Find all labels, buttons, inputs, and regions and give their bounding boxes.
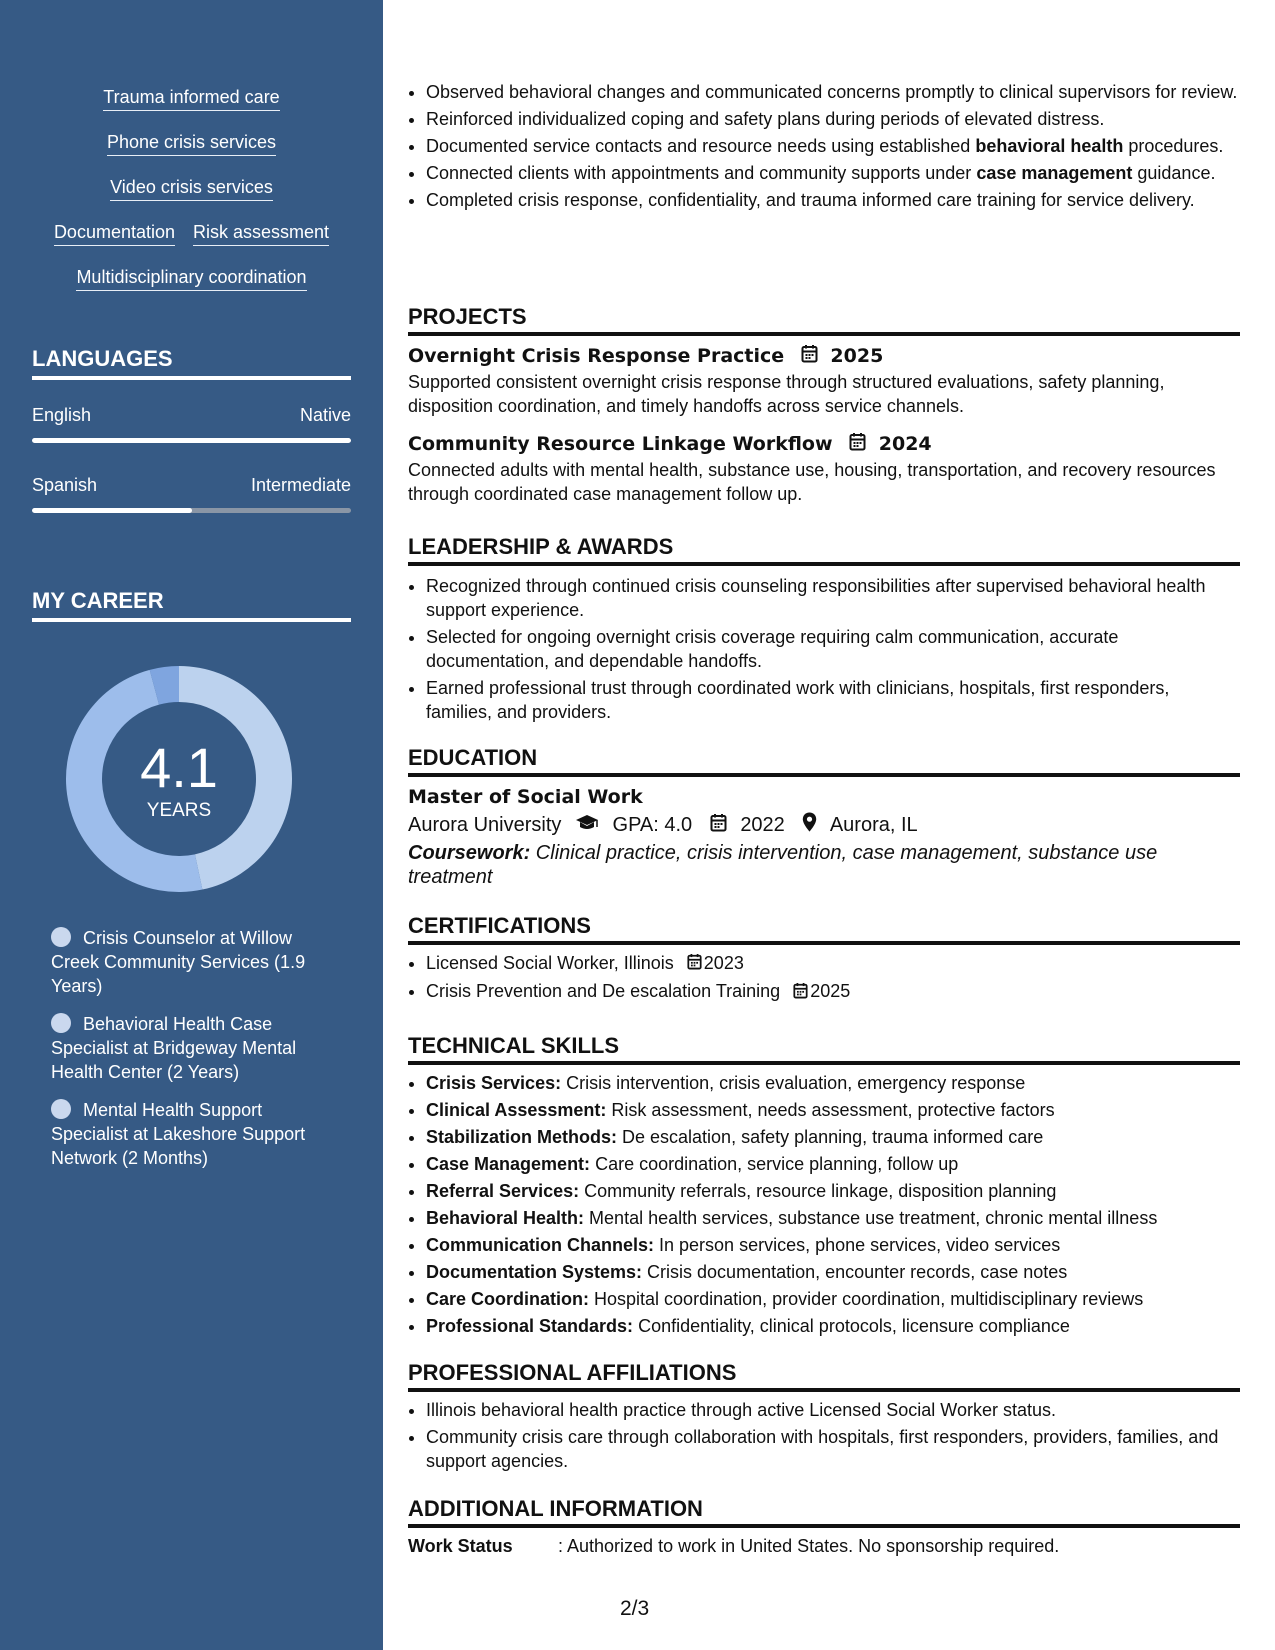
skills-list	[32, 86, 351, 311]
language-english	[32, 403, 351, 443]
project-year: 2024	[878, 433, 932, 455]
calendar-icon	[849, 431, 866, 459]
career-item	[51, 926, 341, 998]
career-item	[51, 1012, 341, 1084]
section-heading: CERTIFICATIONS	[408, 911, 1240, 945]
list-item: • Referral Services: Community referrals, resource linkage, disposition planning	[426, 1179, 1240, 1203]
career-item	[51, 1098, 341, 1170]
language-name: English	[32, 405, 92, 425]
main-content	[408, 0, 1240, 1650]
list-item: • Illinois behavioral health practice through active Licensed Social Worker status.	[426, 1398, 1240, 1422]
career-item-text: Crisis Counselor at Willow Creek Community Services (1.9 Years)	[51, 928, 306, 996]
experience-bullets	[408, 80, 1240, 215]
technical-skills-section	[408, 1031, 1240, 1341]
project-name: Community Resource Linkage Workflow	[408, 433, 833, 455]
list-item: • Connected clients with appointments and community supports under case management guidance.	[426, 161, 1240, 185]
location-pin-icon	[802, 812, 817, 840]
list-item: • Licensed Social Worker, Illinois 2023	[426, 951, 1240, 976]
list-item: • Stabilization Methods: De escalation, safety planning, trauma informed care	[426, 1125, 1240, 1149]
list-item: • Communication Channels: In person services, phone services, video services	[426, 1233, 1240, 1257]
calendar-icon	[801, 343, 818, 371]
language-level: Native	[299, 405, 351, 425]
section-heading: ADDITIONAL INFORMATION	[408, 1494, 1240, 1528]
list-item: • Recognized through continued crisis counseling responsibilities after supervised behavioral health support experience.	[426, 574, 1240, 622]
skill-tag: Trauma informed care	[103, 86, 279, 111]
languages-heading: LANGUAGES	[32, 345, 351, 380]
language-name: Spanish	[32, 475, 98, 495]
career-donut-chart	[66, 666, 292, 892]
career-item-text: Mental Health Support Specialist at Lakeshore Support Network (2 Months)	[51, 1100, 306, 1168]
project-item	[408, 342, 1240, 418]
affiliations-section	[408, 1358, 1240, 1476]
project-year: 2025	[830, 345, 884, 367]
list-item: • Case Management: Care coordination, service planning, follow up	[426, 1152, 1240, 1176]
project-description: Supported consistent overnight crisis response through structured evaluations, safety planning, disposition coordination, and timely handoffs across service channels.	[408, 372, 1165, 416]
section-heading: TECHNICAL SKILLS	[408, 1031, 1240, 1065]
project-item	[408, 430, 1240, 506]
certifications-section	[408, 911, 1240, 1008]
career-heading: MY CAREER	[32, 587, 351, 622]
career-years-label: YEARS	[146, 800, 212, 821]
list-item: • Clinical Assessment: Risk assessment, needs assessment, protective factors	[426, 1098, 1240, 1122]
list-item: • Documented service contacts and resource needs using established behavioral health procedures.	[426, 134, 1240, 158]
work-status-label: Work Status	[408, 1536, 513, 1556]
skill-tag: Risk assessment	[193, 221, 329, 246]
projects-section	[408, 302, 1240, 506]
legend-dot	[51, 927, 71, 947]
list-item: • Behavioral Health: Mental health services, substance use treatment, chronic mental illness	[426, 1206, 1240, 1230]
list-item: • Care Coordination: Hospital coordination, provider coordination, multidisciplinary reviews	[426, 1287, 1240, 1311]
language-level: Intermediate	[250, 475, 351, 495]
list-item: • Crisis Prevention and De escalation Training 2025	[426, 979, 1240, 1004]
page-number: 2/3	[620, 1597, 650, 1620]
list-item: • Documentation Systems: Crisis documentation, encounter records, case notes	[426, 1260, 1240, 1284]
work-status-value: : Authorized to work in United States. No sponsorship required.	[558, 1536, 1060, 1556]
list-item: • Completed crisis response, confidentiality, and trauma informed care training for service delivery.	[426, 188, 1240, 212]
project-name: Overnight Crisis Response Practice	[408, 345, 785, 367]
school-location: Aurora, IL	[829, 814, 918, 836]
language-bar	[32, 508, 351, 513]
section-heading: PROFESSIONAL AFFILIATIONS	[408, 1358, 1240, 1392]
education-section	[408, 743, 1240, 889]
legend-dot	[51, 1013, 71, 1033]
calendar-icon	[687, 952, 702, 976]
list-item: • Community crisis care through collaboration with hospitals, first responders, providers, families, and support agencies.	[426, 1425, 1240, 1473]
skill-tag: Documentation	[54, 221, 175, 246]
coursework: Coursework: Clinical practice, crisis intervention, case management, substance use treatment	[408, 842, 1158, 888]
language-bar	[32, 438, 351, 443]
section-heading: PROJECTS	[408, 302, 1240, 336]
career-item-text: Behavioral Health Case Specialist at Bridgeway Mental Health Center (2 Years)	[51, 1014, 297, 1082]
graduation-cap-icon	[575, 812, 599, 840]
additional-info-section	[408, 1494, 1240, 1558]
school: Aurora University	[408, 814, 562, 836]
list-item: • Professional Standards: Confidentiality, clinical protocols, licensure compliance	[426, 1314, 1240, 1338]
project-description: Connected adults with mental health, substance use, housing, transportation, and recovery resources through coordinated case management follow up.	[408, 460, 1216, 504]
calendar-icon	[793, 981, 808, 1005]
graduation-year: 2022	[740, 814, 785, 836]
section-heading: EDUCATION	[408, 743, 1240, 777]
section-heading: LEADERSHIP & AWARDS	[408, 532, 1240, 566]
list-item: • Observed behavioral changes and communicated concerns promptly to clinical supervisors for review.	[426, 80, 1240, 104]
gpa: GPA: 4.0	[612, 814, 693, 836]
skill-tag: Phone crisis services	[107, 131, 276, 156]
skill-tag: Video crisis services	[110, 176, 273, 201]
list-item: • Selected for ongoing overnight crisis coverage requiring calm communication, accurate documentation, and dependable handoffs.	[426, 625, 1240, 673]
career-total-years: 4.1	[140, 736, 218, 799]
language-bar-fill	[32, 438, 351, 443]
sidebar	[0, 0, 383, 1650]
language-bar-fill	[32, 508, 192, 513]
skill-tag: Multidisciplinary coordination	[76, 266, 306, 291]
legend-dot	[51, 1099, 71, 1119]
list-item: • Crisis Services: Crisis intervention, crisis evaluation, emergency response	[426, 1071, 1240, 1095]
list-item: • Earned professional trust through coordinated work with clinicians, hospitals, first responders, families, and providers.	[426, 676, 1240, 724]
leadership-section	[408, 532, 1240, 727]
degree: Master of Social Work	[408, 786, 643, 808]
calendar-icon	[710, 812, 727, 840]
list-item: • Reinforced individualized coping and safety plans during periods of elevated distress.	[426, 107, 1240, 131]
language-spanish	[32, 473, 351, 513]
